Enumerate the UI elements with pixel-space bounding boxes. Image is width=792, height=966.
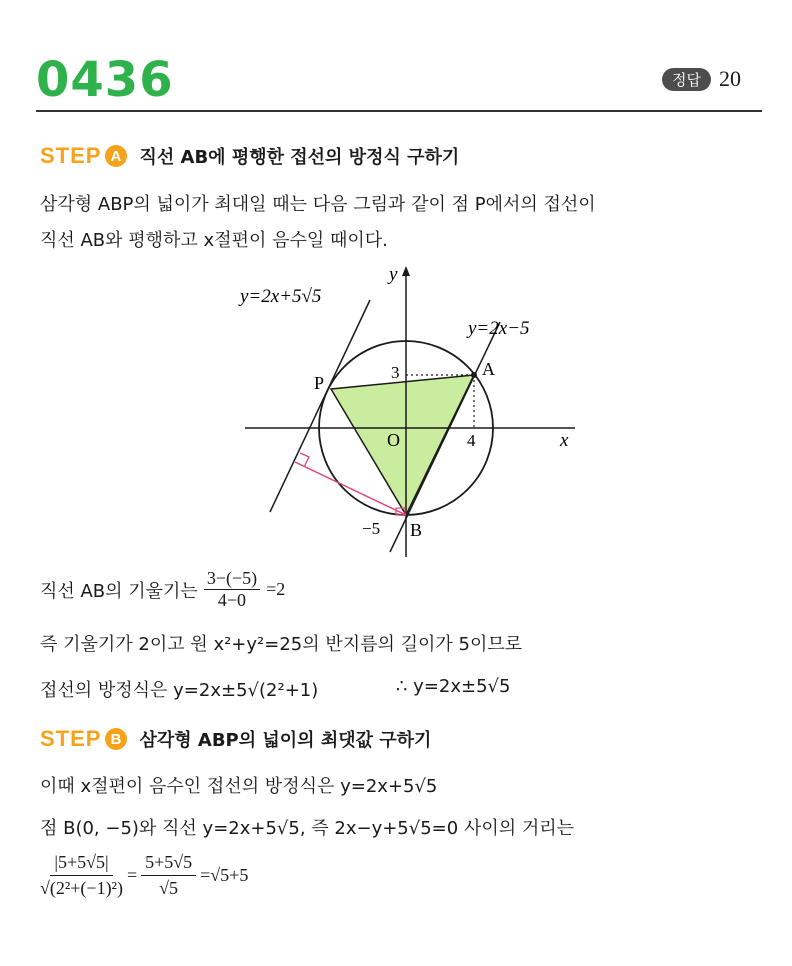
answer-value: 20 xyxy=(718,66,741,91)
equals-sign: = xyxy=(126,865,138,885)
distance-formula xyxy=(40,852,248,899)
answer-box xyxy=(662,66,741,92)
step-a-line3: 즉 기울기가 2이고 원 x²+y²=25의 반지름의 길이가 5이므로 xyxy=(40,634,523,655)
step-a-header xyxy=(40,143,459,169)
header-rule xyxy=(36,110,762,112)
point-a-dot xyxy=(471,372,477,378)
x-axis-label: x xyxy=(560,430,569,451)
slope-prefix: 직선 AB의 기울기는 xyxy=(40,580,198,602)
step-b-badge: STEP B xyxy=(40,726,127,752)
label-neg-five: −5 xyxy=(362,519,381,538)
label-a: A xyxy=(482,359,495,379)
y-axis-label: y xyxy=(389,264,398,285)
fraction-1-numerator: |5+5√5| xyxy=(50,852,112,876)
label-four: 4 xyxy=(467,431,476,450)
slope-result: =2 xyxy=(266,579,286,599)
slope-numerator: 3−(−5) xyxy=(204,568,260,590)
step-b-title: 삼각형 ABP의 넓이의 최댓값 구하기 xyxy=(139,730,432,751)
fraction-1 xyxy=(40,852,123,899)
y-arrow xyxy=(402,266,410,276)
step-b-line2: 점 B(0, −5)와 직선 y=2x+5√5, 즉 2x−y+5√5=0 사이의 거리는 xyxy=(40,818,574,839)
step-a-title: 직선 AB에 평행한 접선의 방정식 구하기 xyxy=(139,147,460,168)
step-a-line1: 삼각형 ABP의 넓이가 최대일 때는 다음 그림과 같이 점 P에서의 접선이 xyxy=(40,194,596,215)
fraction-2-denominator: √5 xyxy=(159,878,179,898)
fraction-2 xyxy=(141,852,196,899)
triangle-abp xyxy=(331,375,474,515)
fraction-2-numerator: 5+5√5 xyxy=(141,852,196,876)
step-b-header xyxy=(40,726,431,752)
step-b-line1: 이때 x절편이 음수인 접선의 방정식은 y=2x+5√5 xyxy=(40,776,438,797)
step-a-line4a: 접선의 방정식은 y=2x±5√(2²+1) xyxy=(40,680,319,701)
slope-line xyxy=(40,568,285,611)
label-b: B xyxy=(410,520,423,540)
label-o: O xyxy=(387,430,400,450)
step-a-line4b: ∴ y=2x±5√5 xyxy=(396,676,511,697)
label-three: 3 xyxy=(391,363,400,382)
slope-fraction xyxy=(204,568,260,611)
step-a-line2: 직선 AB와 평행하고 x절편이 음수일 때이다. xyxy=(40,230,388,251)
line-label: y=2x−5 xyxy=(468,318,530,339)
step-a-badge: STEP A xyxy=(40,143,127,169)
problem-number: 0436 xyxy=(36,52,174,108)
fraction-1-denominator: √(2²+(−1)²) xyxy=(40,878,123,898)
label-p: P xyxy=(314,373,325,393)
circle-triangle-figure xyxy=(230,262,590,562)
tangent-label: y=2x+5√5 xyxy=(240,286,322,307)
answer-badge: 정답 xyxy=(662,68,711,91)
distance-result: =√5+5 xyxy=(200,865,249,885)
slope-denominator: 4−0 xyxy=(217,590,247,610)
